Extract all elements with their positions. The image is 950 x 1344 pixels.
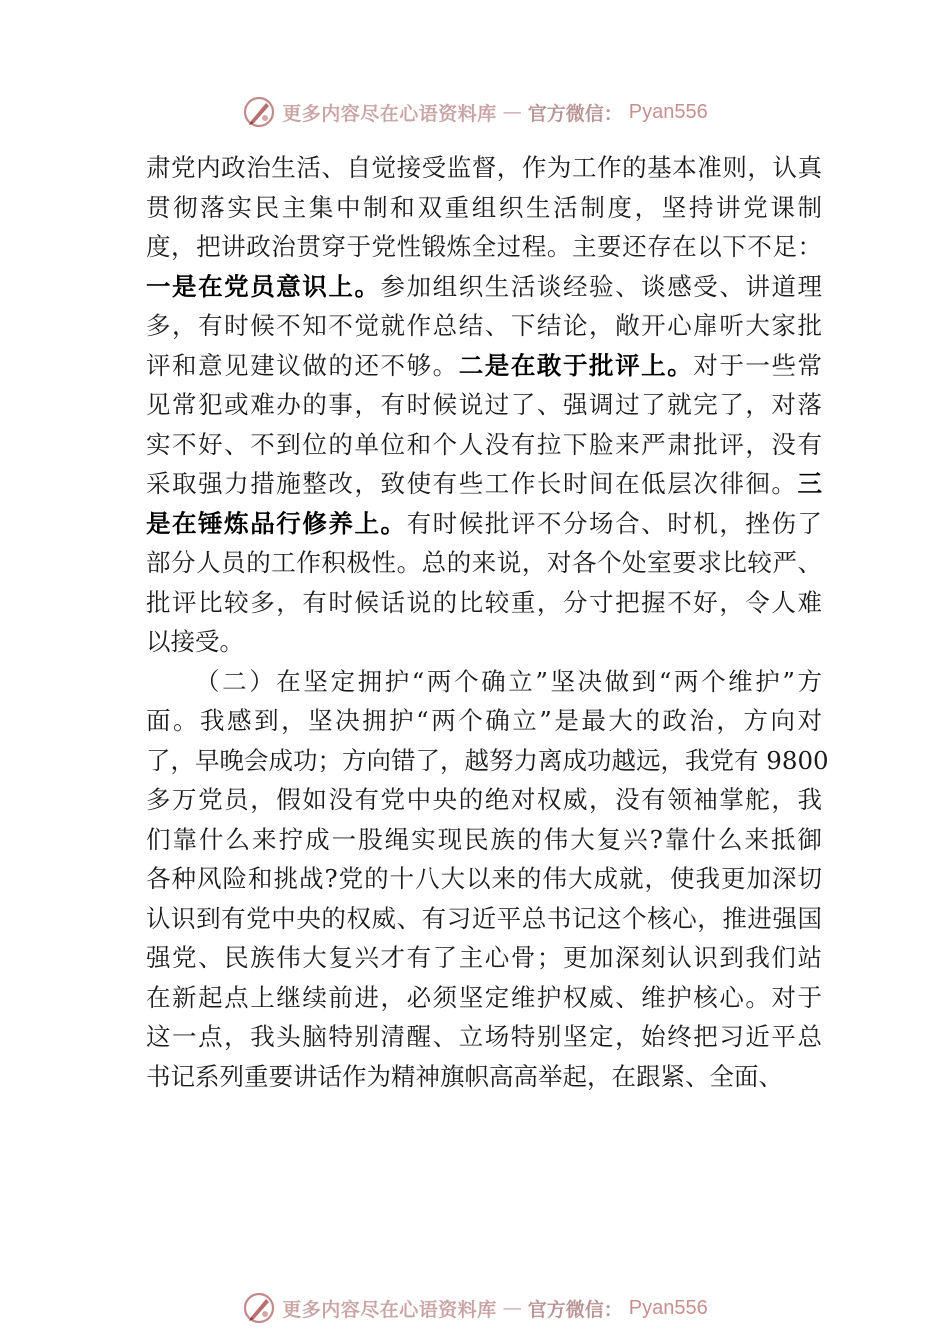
body-text: 多，有时候不知不觉就作总结、下结论，敞开心扉听大家批 <box>146 311 822 340</box>
document-body <box>146 148 829 1096</box>
text-line <box>146 978 822 1018</box>
text-line <box>146 425 822 465</box>
body-text: （二）在坚定拥护“两个确立”坚决做到“两个维护”方 <box>195 666 822 696</box>
body-text: 肃党内政治生活、自觉接受监督，作为工作的基本准则，认真 <box>146 153 822 182</box>
text-line <box>146 780 822 820</box>
wechat-label: 官方微信： <box>527 1298 623 1321</box>
body-text: 在新起点上继续前进，必须坚定维护权威、维护核心。对于 <box>146 982 822 1012</box>
body-text: 评和意见建议做的还不够。 <box>146 350 459 380</box>
body-text: 以接受。 <box>146 627 244 656</box>
body-text: 认识到有党中央的权威、有习近平总书记这个核心，推进强国 <box>146 903 822 933</box>
body-text: 实不好、不到位的单位和个人没有拉下脸来严肃批评，没有 <box>146 429 822 459</box>
body-text: 多万党员，假如没有党中央的绝对权威，没有领袖掌舵，我 <box>146 785 822 814</box>
text-line <box>146 227 822 267</box>
text-line <box>146 385 822 425</box>
text-line <box>146 820 822 860</box>
bold-heading-text: 三 <box>797 469 822 498</box>
text-line <box>146 267 822 307</box>
wechat-id: Pyan556 <box>628 1296 708 1319</box>
body-text: 采取强力措施整改，致使有些工作长时间在低层次徘徊。 <box>146 469 798 498</box>
text-line <box>146 859 822 899</box>
text-line <box>146 188 822 228</box>
wechat-label: 官方微信： <box>527 102 623 125</box>
footer-banner <box>0 1288 950 1328</box>
wechat-id: Pyan556 <box>628 100 708 123</box>
body-text: 这一点，我头脑特别清醒、立场特别坚定，始终把习近平总 <box>146 1022 822 1051</box>
text-line <box>146 899 822 939</box>
body-text: 参加组织生活谈经验、谈感受、讲道理 <box>380 271 823 301</box>
text-line <box>146 583 822 623</box>
body-text: 有时候批评不分场合、时机，挫伤了 <box>406 508 823 538</box>
text-line <box>146 504 822 544</box>
banner-separator: — <box>502 101 522 123</box>
text-line <box>146 938 822 978</box>
banner-separator: — <box>502 1297 522 1319</box>
site-name: 更多内容尽在心语资料库 <box>282 102 497 125</box>
pen-logo-icon <box>242 1291 276 1325</box>
text-line <box>146 1017 822 1057</box>
body-text: 各种风险和挑战?党的十八大以来的伟大成就，使我更加深切 <box>146 864 822 893</box>
body-text: 部分人员的工作积极性。总的来说，对各个处室要求比较严、 <box>146 548 822 577</box>
text-line <box>146 148 822 188</box>
body-text: 们靠什么来拧成一股绳实现民族的伟大复兴?靠什么来抵御 <box>146 824 822 854</box>
site-name: 更多内容尽在心语资料库 <box>282 1298 497 1321</box>
body-text: 书记系列重要讲话作为精神旗帜高高举起，在跟紧、全面、 <box>146 1061 783 1091</box>
body-text: 强党、民族伟大复兴才有了主心骨；更加深刻认识到我们站 <box>146 943 822 972</box>
text-line <box>146 464 822 504</box>
body-text: 了，早晚会成功；方向错了，越努力离成功越远，我党有 9800 <box>146 745 829 775</box>
text-line <box>146 346 822 386</box>
body-text: 度，把讲政治贯穿于党性锻炼全过程。主要还存在以下不足： <box>146 232 822 261</box>
body-text: 面。我感到，坚决拥护“两个确立”是最大的政治，方向对 <box>146 706 822 735</box>
bold-heading-text: 一是在党员意识上。 <box>146 271 381 301</box>
text-line <box>146 1057 822 1097</box>
bold-heading-text: 是在锤炼品行修养上。 <box>146 508 407 538</box>
body-text: 批评比较多，有时候话说的比较重，分寸把握不好，令人难 <box>146 587 822 617</box>
text-line <box>146 741 829 781</box>
text-line <box>146 543 822 583</box>
text-line <box>146 622 822 662</box>
body-text: 对于一些常 <box>693 350 823 380</box>
body-text: 贯彻落实民主集中制和双重组织生活制度，坚持讲党课制 <box>146 192 822 222</box>
header-banner <box>0 92 950 132</box>
pen-logo-icon <box>242 95 276 129</box>
text-line <box>146 306 822 346</box>
text-line <box>146 701 822 741</box>
bold-heading-text: 二是在敢于批评上。 <box>458 350 694 380</box>
text-line <box>146 662 822 702</box>
body-text: 见常犯或难办的事，有时候说过了、强调过了就完了，对落 <box>146 390 822 419</box>
